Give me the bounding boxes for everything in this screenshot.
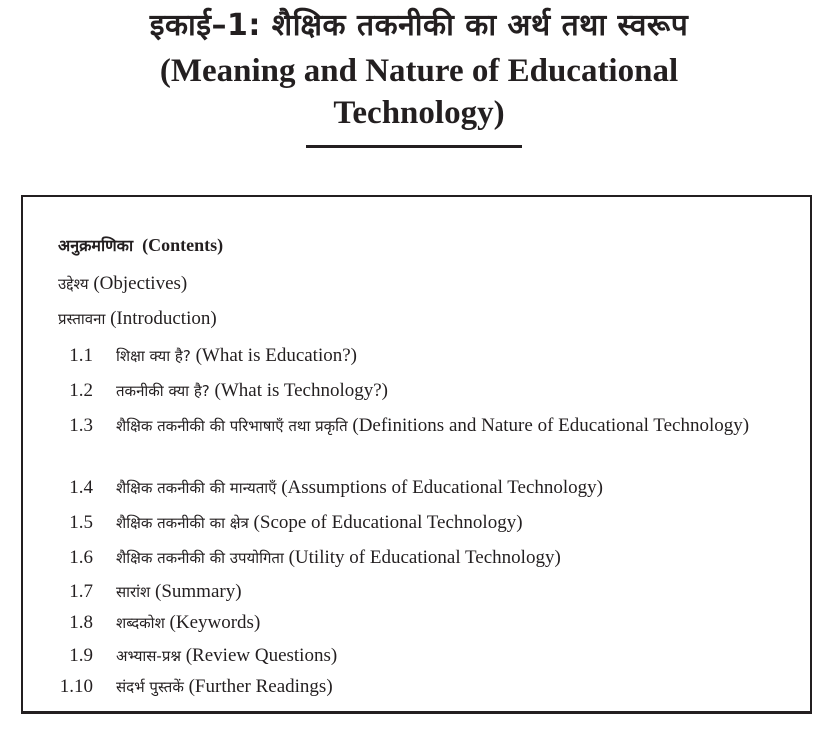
toc-item-english: (Assumptions of Educational Technology) [281,477,604,498]
toc-item-english: (What is Education?) [195,345,357,366]
toc-item-hindi: शैक्षिक तकनीकी की उपयोगिता [116,549,284,567]
toc-item-number: 1.8 [69,612,93,633]
toc-item-hindi: शैक्षिक तकनीकी का क्षेत्र [116,514,249,532]
toc-item-number: 1.9 [69,645,93,666]
toc-item-english: (Utility of Educational Technology) [288,547,561,568]
toc-item-number: 1.6 [69,547,93,568]
toc-item-english: (Objectives) [93,273,188,294]
unit-title-english-line1: (Meaning and Nature of Educational [159,53,679,89]
toc-item-hindi: अभ्यास-प्रश्न [116,647,181,665]
toc-item-number: 1.3 [69,415,93,436]
toc-item-hindi: शैक्षिक तकनीकी की मान्यताएँ [116,479,277,497]
toc-item-hindi: शैक्षिक तकनीकी की परिभाषाएँ तथा प्रकृति [116,417,348,435]
toc-item-hindi: शब्दकोश [116,614,165,632]
toc-item-hindi: तकनीकी क्या है? [116,382,210,400]
contents-heading-english: (Contents) [142,235,224,255]
toc-item-hindi: सारांश [116,583,151,601]
toc-item-number: 1.5 [69,512,93,533]
toc-item-hindi: संदर्भ पुस्तकें [116,678,184,696]
toc-item-introduction[interactable] [58,308,217,330]
contents-heading [58,234,223,256]
unit-title-english-line2: Technology) [333,95,505,131]
contents-box [21,195,812,714]
toc-item-english: (Further Readings) [188,676,333,697]
toc-item-objectives[interactable] [58,273,187,295]
unit-title-hindi: इकाई–1: शैक्षिक तकनीकी का अर्थ तथा स्वरूप [149,8,689,43]
toc-item-english: (Summary) [155,581,242,602]
toc-item-number: 1.7 [69,581,93,602]
unit-title [0,2,838,134]
toc-item-english: (Introduction) [110,308,217,329]
toc-item-english: (Keywords) [169,612,261,633]
toc-item-number: 1.4 [69,477,93,498]
toc-item-english: (Definitions and Nature of Educational Technology) [352,415,750,436]
toc-item-hindi: प्रस्तावना [58,310,106,328]
toc-item-english: (Review Questions) [185,645,338,666]
toc-item-english: (What is Technology?) [214,380,389,401]
toc-item-english: (Scope of Educational Technology) [253,512,523,533]
toc-item-number: 1.10 [59,676,93,697]
toc-item-hindi: शिक्षा क्या है? [116,347,191,365]
title-underline-divider [306,145,522,148]
toc-item-number: 1.2 [69,380,93,401]
toc-item-number: 1.1 [69,345,93,366]
contents-heading-hindi: अनुक्रमणिका [58,236,134,255]
toc-item-hindi: उद्देश्य [58,275,89,293]
